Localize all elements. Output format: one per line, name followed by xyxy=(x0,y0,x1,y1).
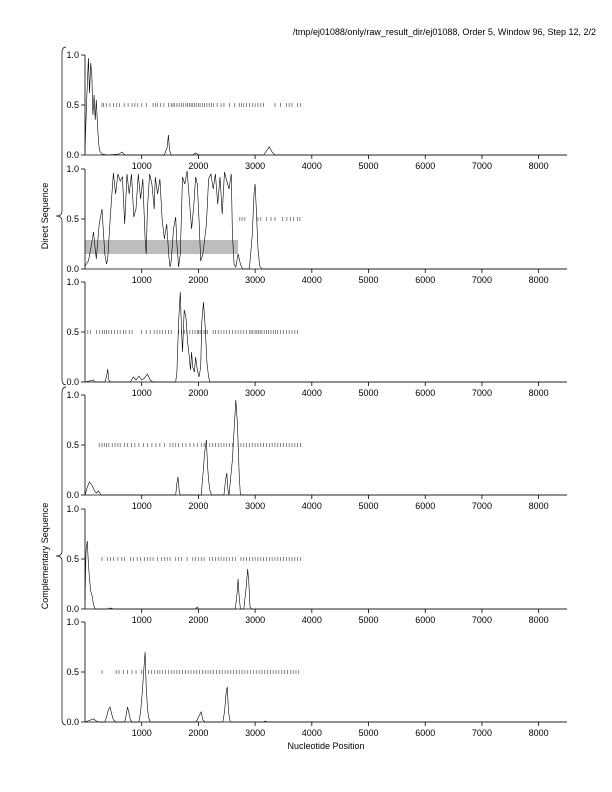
x-tick-label: 3000 xyxy=(245,388,266,398)
x-tick-label: 6000 xyxy=(415,615,436,625)
x-tick-label: 3000 xyxy=(245,728,266,738)
x-tick-label: 7000 xyxy=(471,501,492,511)
x-tick-label: 7000 xyxy=(471,388,492,398)
x-tick-label: 4000 xyxy=(301,728,322,738)
group-brace xyxy=(56,387,66,725)
trace-line xyxy=(85,292,567,382)
x-tick-label: 1000 xyxy=(131,501,152,511)
x-tick-label: 8000 xyxy=(528,501,549,511)
x-tick-label: 2000 xyxy=(188,275,209,285)
x-tick-label: 5000 xyxy=(358,275,379,285)
group-1 xyxy=(40,47,66,385)
panel-4 xyxy=(66,390,567,511)
x-tick-label: 6000 xyxy=(415,501,436,511)
x-tick-label: 7000 xyxy=(471,161,492,171)
y-tick-label: 1.0 xyxy=(66,390,79,400)
x-tick-label: 5000 xyxy=(358,388,379,398)
group-brace xyxy=(56,47,66,385)
x-tick-label: 1000 xyxy=(131,161,152,171)
y-tick-label: 0.5 xyxy=(66,440,79,450)
y-tick-label: 1.0 xyxy=(66,504,79,514)
x-tick-label: 1000 xyxy=(131,728,152,738)
x-tick-label: 4000 xyxy=(301,161,322,171)
y-tick-label: 0.0 xyxy=(66,150,79,160)
y-tick-label: 0.5 xyxy=(66,667,79,677)
x-tick-label: 3000 xyxy=(245,161,266,171)
y-tick-label: 0.5 xyxy=(66,214,79,224)
x-tick-label: 8000 xyxy=(528,615,549,625)
x-tick-label: 3000 xyxy=(245,501,266,511)
y-tick-label: 0.0 xyxy=(66,717,79,727)
x-tick-label: 1000 xyxy=(131,388,152,398)
x-tick-label: 6000 xyxy=(415,728,436,738)
y-tick-label: 0.0 xyxy=(66,604,79,614)
y-tick-label: 1.0 xyxy=(66,164,79,174)
x-tick-label: 2000 xyxy=(188,161,209,171)
y-tick-label: 1.0 xyxy=(66,50,79,60)
x-tick-label: 6000 xyxy=(415,161,436,171)
x-tick-label: 4000 xyxy=(301,615,322,625)
x-tick-label: 7000 xyxy=(471,615,492,625)
x-tick-label: 2000 xyxy=(188,501,209,511)
x-tick-label: 2000 xyxy=(188,388,209,398)
y-tick-label: 0.5 xyxy=(66,327,79,337)
x-tick-label: 7000 xyxy=(471,275,492,285)
y-tick-label: 0.0 xyxy=(66,490,79,500)
x-axis-title: Nucleotide Position xyxy=(287,741,365,751)
x-tick-label: 6000 xyxy=(415,388,436,398)
panel-3 xyxy=(66,277,567,398)
x-tick-label: 2000 xyxy=(188,728,209,738)
group-label: Direct Sequence xyxy=(40,182,50,250)
trace-line xyxy=(85,171,567,269)
y-tick-label: 0.5 xyxy=(66,100,79,110)
file-header: /tmp/ej01088/only/raw_result_dir/ej01088, Order 5, Window 96, Step 12, 2/2 xyxy=(292,27,596,37)
group-2 xyxy=(40,387,66,725)
y-tick-label: 0.5 xyxy=(66,554,79,564)
x-tick-label: 5000 xyxy=(358,161,379,171)
group-label: Complementary Sequence xyxy=(40,502,50,610)
x-tick-label: 2000 xyxy=(188,615,209,625)
group-labels xyxy=(40,47,66,725)
x-tick-label: 3000 xyxy=(245,275,266,285)
panels xyxy=(66,50,567,738)
x-tick-label: 8000 xyxy=(528,275,549,285)
trace-line xyxy=(85,400,567,495)
panel-2 xyxy=(66,164,567,285)
x-tick-label: 3000 xyxy=(245,615,266,625)
x-tick-label: 5000 xyxy=(358,615,379,625)
y-tick-label: 1.0 xyxy=(66,277,79,287)
x-tick-label: 1000 xyxy=(131,275,152,285)
panel-5 xyxy=(66,504,567,625)
y-tick-label: 1.0 xyxy=(66,617,79,627)
x-tick-label: 6000 xyxy=(415,275,436,285)
panel-6 xyxy=(66,617,567,738)
x-tick-label: 1000 xyxy=(131,615,152,625)
y-tick-label: 0.0 xyxy=(66,377,79,387)
x-tick-label: 4000 xyxy=(301,275,322,285)
x-tick-label: 4000 xyxy=(301,388,322,398)
x-tick-label: 8000 xyxy=(528,728,549,738)
x-tick-label: 5000 xyxy=(358,501,379,511)
x-tick-label: 8000 xyxy=(528,388,549,398)
x-tick-label: 5000 xyxy=(358,728,379,738)
y-tick-label: 0.0 xyxy=(66,264,79,274)
x-tick-label: 8000 xyxy=(528,161,549,171)
x-tick-label: 4000 xyxy=(301,501,322,511)
trace-line xyxy=(85,652,567,722)
x-tick-label: 7000 xyxy=(471,728,492,738)
panel-1 xyxy=(66,50,567,171)
trace-line xyxy=(85,541,567,609)
